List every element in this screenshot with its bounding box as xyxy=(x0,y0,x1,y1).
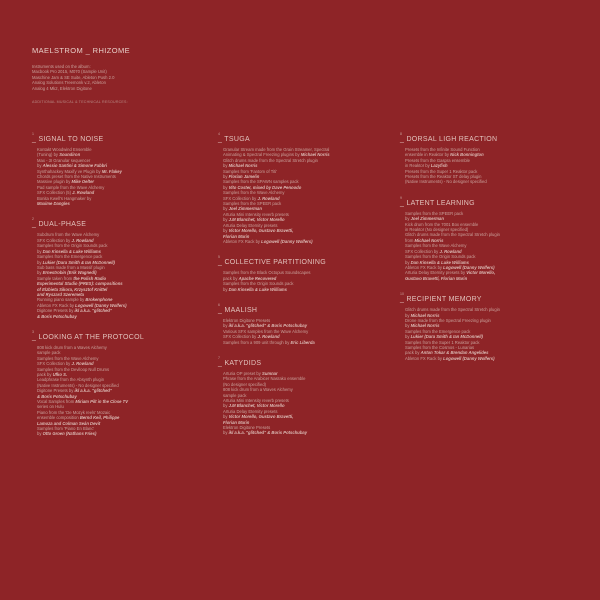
credit-name: Dan Kinsella & Luke Williams xyxy=(410,259,469,265)
credit-text: Arturia Delay Eternity presets xyxy=(223,222,278,228)
credit-lines xyxy=(218,371,383,436)
credit-text: Samples from the Cosmos - Lunarias xyxy=(405,344,475,350)
credit-text: Kick drum from the 7001 Box ensemble xyxy=(405,221,479,227)
credit-name: J. Rowland xyxy=(257,334,280,340)
credit-name: J. Rowland xyxy=(71,361,94,367)
credit-name: & Boris Potschubay xyxy=(37,393,77,399)
credit-text: by xyxy=(37,270,43,276)
track-number: 1 xyxy=(32,132,34,136)
credit-text: Samples from 'Fantom of Titi' xyxy=(223,168,277,174)
credit-name: ikl a.k.a. "glitched" xyxy=(74,308,112,314)
track-title: _ RECIPIENT MEMORY xyxy=(400,296,482,304)
credit-name: Florian Jamelin xyxy=(228,174,260,180)
credit-text: Running piano sample by xyxy=(37,297,86,303)
credit-name: Maxime Dangles xyxy=(37,201,70,207)
credit-text: Samples from the SPAWN samples pack xyxy=(223,179,299,185)
credit-name: Dan Kinsella & Luke Williams xyxy=(228,286,287,292)
credit-name: Alessio Santini & Simone Fabbri xyxy=(42,163,108,169)
credit-text: from xyxy=(405,237,415,243)
credit-name: Logowell (Danny Wolfers) xyxy=(443,355,495,361)
credit-text: by xyxy=(37,163,43,169)
credit-lines xyxy=(32,147,197,206)
credit-text: by xyxy=(37,248,43,254)
credit-name: and Ryszard Szeremeta xyxy=(37,291,85,297)
credit-name: J. Rowland xyxy=(439,248,462,254)
credit-name: Otto Groen (Nathans Fries) xyxy=(42,431,97,437)
credit-text: in Reaktor by xyxy=(405,163,431,169)
credit-text: Ableton FX Rack by xyxy=(405,355,444,361)
credit-text: Digitone Presets by xyxy=(37,308,75,314)
credit-text: SFX Collection by xyxy=(37,237,72,243)
credit-text: by xyxy=(37,431,43,437)
credit-line xyxy=(405,356,565,361)
credit-lines xyxy=(400,307,565,361)
credit-line xyxy=(405,179,565,184)
credit-text: by xyxy=(223,184,229,190)
credit-name: Michael Norris xyxy=(228,163,258,169)
credit-name: Joel Zimmerman xyxy=(228,206,262,212)
credit-name: Anton Tokar & Brendan Angelides xyxy=(420,350,489,356)
credit-text: Vocal Samples from xyxy=(37,399,76,405)
credit-text: Granular Stream made from the Grain Streamer, Spectral xyxy=(223,147,330,152)
track-number: 4 xyxy=(218,132,220,136)
track-number: 2 xyxy=(32,217,34,222)
credit-text: by xyxy=(223,286,229,292)
credit-lines xyxy=(218,147,383,244)
instruments-list xyxy=(32,64,292,91)
credit-text: Ableton FX Rack by xyxy=(223,238,262,244)
header xyxy=(32,46,292,104)
credit-text: Samples from the Black Octopus Soundscapes xyxy=(223,270,311,276)
credit-text: Kontakt Woodwind Ensemble xyxy=(37,147,92,152)
credit-name: J. Rowland xyxy=(257,195,280,201)
credit-text: ensemble in Reaktor by xyxy=(405,152,451,158)
credit-name: Lukier (Dara Smith & Ian McDonnell) xyxy=(410,334,483,340)
credit-text: (No designer specified) xyxy=(223,381,267,387)
credit-name: Logowell (Danny Wolfers) xyxy=(443,264,495,270)
credit-name: & Boris Potschubay xyxy=(37,313,77,319)
credit-text: Chords preset from the Native Instruments xyxy=(37,174,116,180)
credit-text: by xyxy=(405,259,411,265)
credit-line xyxy=(223,287,383,292)
credit-line xyxy=(223,340,383,345)
credit-text: by xyxy=(405,216,411,222)
credit-name: Nick Bonnington xyxy=(450,152,484,158)
credit-name: Michael Norris xyxy=(410,323,440,329)
instrument-line: Instruments used on the album: xyxy=(32,64,91,69)
credit-text: Samples from the Wave Alchemy xyxy=(405,243,467,249)
credit-name: of Elzbieta Sikora, Krzysztof Knittel xyxy=(37,286,108,292)
credit-text: by xyxy=(223,228,229,234)
album-title: MAELSTROM _ RHIZOME xyxy=(32,46,131,55)
track-number: 10 xyxy=(400,292,404,297)
credit-text: Subdrum from the Wave Alchemy xyxy=(37,232,100,238)
track-block xyxy=(218,356,383,436)
credit-lines xyxy=(218,318,383,345)
credit-text: (Native Instruments) - No designer specified xyxy=(37,382,119,388)
credit-text: pack by xyxy=(223,275,239,281)
credit-text: Arturia Delay Eternity presets xyxy=(223,408,278,414)
credit-name: Lukier (Dara Smith & Ian McDonnell) xyxy=(42,259,115,265)
credit-text: Glitch drums made from the Spectral Stretch plugin xyxy=(405,232,500,238)
credit-text: Samples from the Emergence pack xyxy=(405,328,471,334)
credits-column-3 xyxy=(400,132,565,372)
credit-text: SFX Collection by xyxy=(223,334,258,340)
credit-text: Samples from the SPEER pack xyxy=(405,210,464,216)
credit-name: Victor Morello, Gustavo Bravetti, xyxy=(228,414,294,420)
credit-text: Presets from the Infinite Sound Function xyxy=(405,147,480,152)
track-block xyxy=(218,255,383,292)
credit-text: (Tuning) by xyxy=(37,152,60,158)
credit-name: Mr. Flakey xyxy=(101,168,122,174)
credit-name: Victor Morello, Gustavo Bravetti, xyxy=(228,228,294,234)
credit-text: Animating & Spectral Freezing plugins by xyxy=(223,152,301,158)
track-number: 5 xyxy=(218,255,220,260)
track-title: _ COLLECTIVE PARTITIONING xyxy=(218,259,326,267)
credit-text: Piano from the 'De Mozyk reels' Mozaic xyxy=(37,409,111,415)
credit-name: Dan Kinsella & Luke Williams xyxy=(42,248,101,254)
credit-text: pack by xyxy=(405,350,421,356)
credit-text: Drone made from the Spectral Freezing plugin xyxy=(405,317,491,323)
track-title: _ DUAL-PHASE xyxy=(32,221,87,229)
credit-line xyxy=(223,430,383,435)
credit-text: Elektron Digitone Presets xyxy=(223,425,271,431)
track-number: 6 xyxy=(218,302,220,307)
credit-text: Samples from a 909 unit through by xyxy=(223,339,291,345)
credit-name: Joel Zimmerman xyxy=(410,216,444,222)
credit-name: Florian Marin xyxy=(223,419,250,425)
credit-text: Elektron Digitone Presets xyxy=(223,317,271,323)
track-title: _ LOOKING AT THE PROTOCOL xyxy=(32,333,145,341)
credits-heading: ADDITIONAL MUSICAL & TECHNICAL RESOURCES: xyxy=(32,100,128,105)
credit-text: by xyxy=(405,334,411,340)
credit-text: (Native Instruments) - No designer specified xyxy=(405,179,487,185)
credit-text: Samples from 'Piano En Blanc' xyxy=(37,426,95,432)
credit-name: Logowell (Danny Wolfers) xyxy=(261,238,313,244)
credit-text: by xyxy=(405,312,411,318)
track-number: 3 xyxy=(32,329,34,334)
track-title: _ SIGNAL TO NOISE xyxy=(32,136,104,143)
credit-text: Arturia OP preset by xyxy=(223,370,263,376)
credit-name: J.M Blanchet, Victor Morello xyxy=(228,403,285,409)
credit-line xyxy=(37,314,197,319)
credit-line xyxy=(37,201,197,206)
credit-text: Presets from the Reaktor ST delay plugin xyxy=(405,174,482,180)
credit-text: Sample taken from xyxy=(37,275,74,281)
credit-text: SFX Collection (5) xyxy=(37,190,73,196)
track-block xyxy=(400,196,565,281)
credit-text: Samples from the Deviloop Null Drums xyxy=(37,366,110,372)
credit-text: by xyxy=(223,430,229,436)
credit-name: Ufko S. xyxy=(52,372,68,377)
credit-name: Florian Marin xyxy=(223,233,250,239)
credit-text: Samples from the SPEER pack xyxy=(223,201,282,207)
credit-text: by xyxy=(223,323,229,329)
credit-line xyxy=(37,431,197,436)
credit-name: Vito Coster, mixed by Dave Penoodo xyxy=(228,184,302,190)
credits-column-1 xyxy=(32,132,197,448)
credit-name: Soundiron xyxy=(59,152,81,158)
credit-text: Ableton FX Rack by xyxy=(37,302,76,308)
credit-lines xyxy=(400,147,565,185)
track-title: _ KATYDIDS xyxy=(218,359,262,367)
credit-name: ikl a.k.a. "glitched" xyxy=(74,388,112,394)
credit-name: Michael Norris xyxy=(414,237,444,243)
credit-name: Lamoza and Colman Seán Devit xyxy=(37,420,101,426)
credit-text: Samples from the Origin Sounds pack xyxy=(223,281,294,287)
credit-text: Synthahackey Maxify ve Plugin by xyxy=(37,168,102,174)
credit-line xyxy=(223,239,383,244)
credit-text: Samples from the Emergence pack xyxy=(37,254,103,260)
track-number: 8 xyxy=(400,132,402,136)
credit-text: Digitone Presets by xyxy=(37,388,75,394)
credit-text: ensemble composition xyxy=(37,415,80,421)
credit-name: Michael Norris xyxy=(410,312,440,318)
credit-text: Leadphrase from the Absynth plugin xyxy=(37,377,105,383)
track-title: _ MAALISH xyxy=(218,306,258,314)
credit-text: 808 kick drum from a Waves Alchemy xyxy=(223,387,293,393)
credit-line xyxy=(405,276,565,281)
track-number: 7 xyxy=(218,355,220,360)
credit-text: 808 kick drum from a Waves Alchemy xyxy=(37,344,107,350)
credit-text: by xyxy=(405,323,411,329)
track-number: 9 xyxy=(400,195,402,200)
credit-text: Samples from the Wave Alchemy xyxy=(223,190,285,196)
credit-name: the Polish Radio xyxy=(73,275,107,281)
instrument-line: Analog Solutions Treemonk v.2, Ableton xyxy=(32,80,106,86)
track-block xyxy=(400,132,565,185)
credit-name: Michael Norris xyxy=(300,152,330,158)
track-block xyxy=(32,132,197,206)
credit-text: series on Hulu xyxy=(37,404,64,410)
credits-column-2 xyxy=(218,132,383,447)
credit-text: by xyxy=(223,174,229,180)
credit-text: sample pack xyxy=(223,392,247,398)
instrument-line: Maschine Jam & SE Suite, Ableton Push 2.0 xyxy=(32,74,115,80)
credit-name: Victor Morello, xyxy=(466,270,496,276)
credit-name: ikl a.k.a. "glitched" & Boris Potschubay xyxy=(228,430,308,436)
credit-name: Miriam Pilt in the Close TV xyxy=(75,399,128,405)
credit-text: Samples from the Origin Sounds pack xyxy=(405,254,476,260)
credit-name: Sumnar xyxy=(262,370,278,376)
credit-text: Arturia Mini Intensity reverb presets xyxy=(223,398,289,403)
credit-text: Glitch drums made from the Spectral Stretch plugin xyxy=(223,157,318,163)
track-title: _ DORSAL LIGH REACTION xyxy=(400,136,498,143)
credit-text: pack by xyxy=(37,372,53,377)
credit-name: Gustavo Bravetti, Florian Marin xyxy=(405,275,468,281)
credit-name: J. Rowland xyxy=(72,190,95,196)
credit-text: Sub bass made from a Massif plugin xyxy=(37,264,105,270)
credit-text: SFX Collection by xyxy=(223,195,258,201)
credit-text: Pad sample from the Wave Alchemy xyxy=(37,184,105,190)
credit-text: by xyxy=(223,403,229,409)
credit-text: Presets from the Gaspra ensemble xyxy=(405,157,470,163)
credit-text: Ableton FX Rack by xyxy=(405,264,444,270)
instrument-line: Analog 4 Mk2, Elektron Digitone xyxy=(32,85,92,91)
track-block xyxy=(32,217,197,319)
credit-text: by xyxy=(223,414,229,420)
credit-text: Arturia Delay Eternity presets by xyxy=(405,270,467,276)
credit-text: Massive plugin by xyxy=(37,179,72,185)
instrument-line: Macbook Pro 2015, M070 (Sample Unit) xyxy=(32,69,107,75)
credit-text: Max - 3I Granular sequencer xyxy=(37,157,91,163)
credit-name: Apache Recovered xyxy=(238,275,277,281)
credit-text: Presets from the Super 1 Reaktor pack xyxy=(405,168,478,174)
credit-name: Lazyfish xyxy=(430,163,448,169)
credit-text: by xyxy=(223,206,229,212)
credit-text: by xyxy=(223,217,229,223)
track-block xyxy=(218,132,383,244)
credit-text: sample pack xyxy=(37,350,61,356)
credit-text: Bonita Kwell's Hangmaker by xyxy=(37,195,92,201)
track-title: _ TSUGA xyxy=(218,136,250,143)
credit-lines xyxy=(400,211,565,281)
credit-text: Glitch drums made from the Spectral Stretch plugin xyxy=(405,307,500,313)
credit-text: SFX Collection by xyxy=(405,248,440,254)
credit-name: Mike Oelter xyxy=(71,179,95,185)
credit-name: Logowell (Danny Wolfers) xyxy=(75,302,127,308)
credit-lines xyxy=(32,345,197,437)
credit-text: Arturia Mini Intensity reverb presets xyxy=(223,211,289,217)
credit-lines xyxy=(32,232,197,319)
credit-name: Eric Liberda xyxy=(290,339,315,345)
credit-text: Samples from the Wave Alchemy xyxy=(37,355,99,361)
credit-name: Experimental Studio (PRES): compositions xyxy=(37,281,123,287)
track-block xyxy=(32,330,197,437)
track-block xyxy=(218,303,383,345)
credit-name: ikl a.k.a. "glitched" & Boris Potschubay xyxy=(228,323,308,329)
credit-name: Ernestrobin (Erik Wagnedl) xyxy=(42,270,97,276)
credit-name: Bernd Keil, Philippe xyxy=(79,415,120,421)
track-title: _ LATENT LEARNING xyxy=(400,199,475,207)
credit-text: Phrase from the Arabicer Nasrako ensemble xyxy=(223,376,306,382)
credit-text: by xyxy=(37,259,43,265)
credit-text: Samples from the Super 1 Reaktor pack xyxy=(405,339,480,345)
track-block xyxy=(400,292,565,361)
credit-text: Samples from the Origin Sounds pack xyxy=(37,243,108,249)
credit-lines xyxy=(218,270,383,292)
credit-name: J. Rowland xyxy=(71,237,94,243)
credit-text: Various SFX samples from the Wave Alchemy xyxy=(223,328,309,334)
credit-name: Brokenphone xyxy=(85,297,113,303)
credit-text: by xyxy=(223,163,229,169)
credit-text: SFX Collection by xyxy=(37,361,72,367)
credit-name: J.M Blanchet, Victor Morello xyxy=(228,217,285,223)
credit-text: in Reaktor (No designer specified) xyxy=(405,227,469,233)
